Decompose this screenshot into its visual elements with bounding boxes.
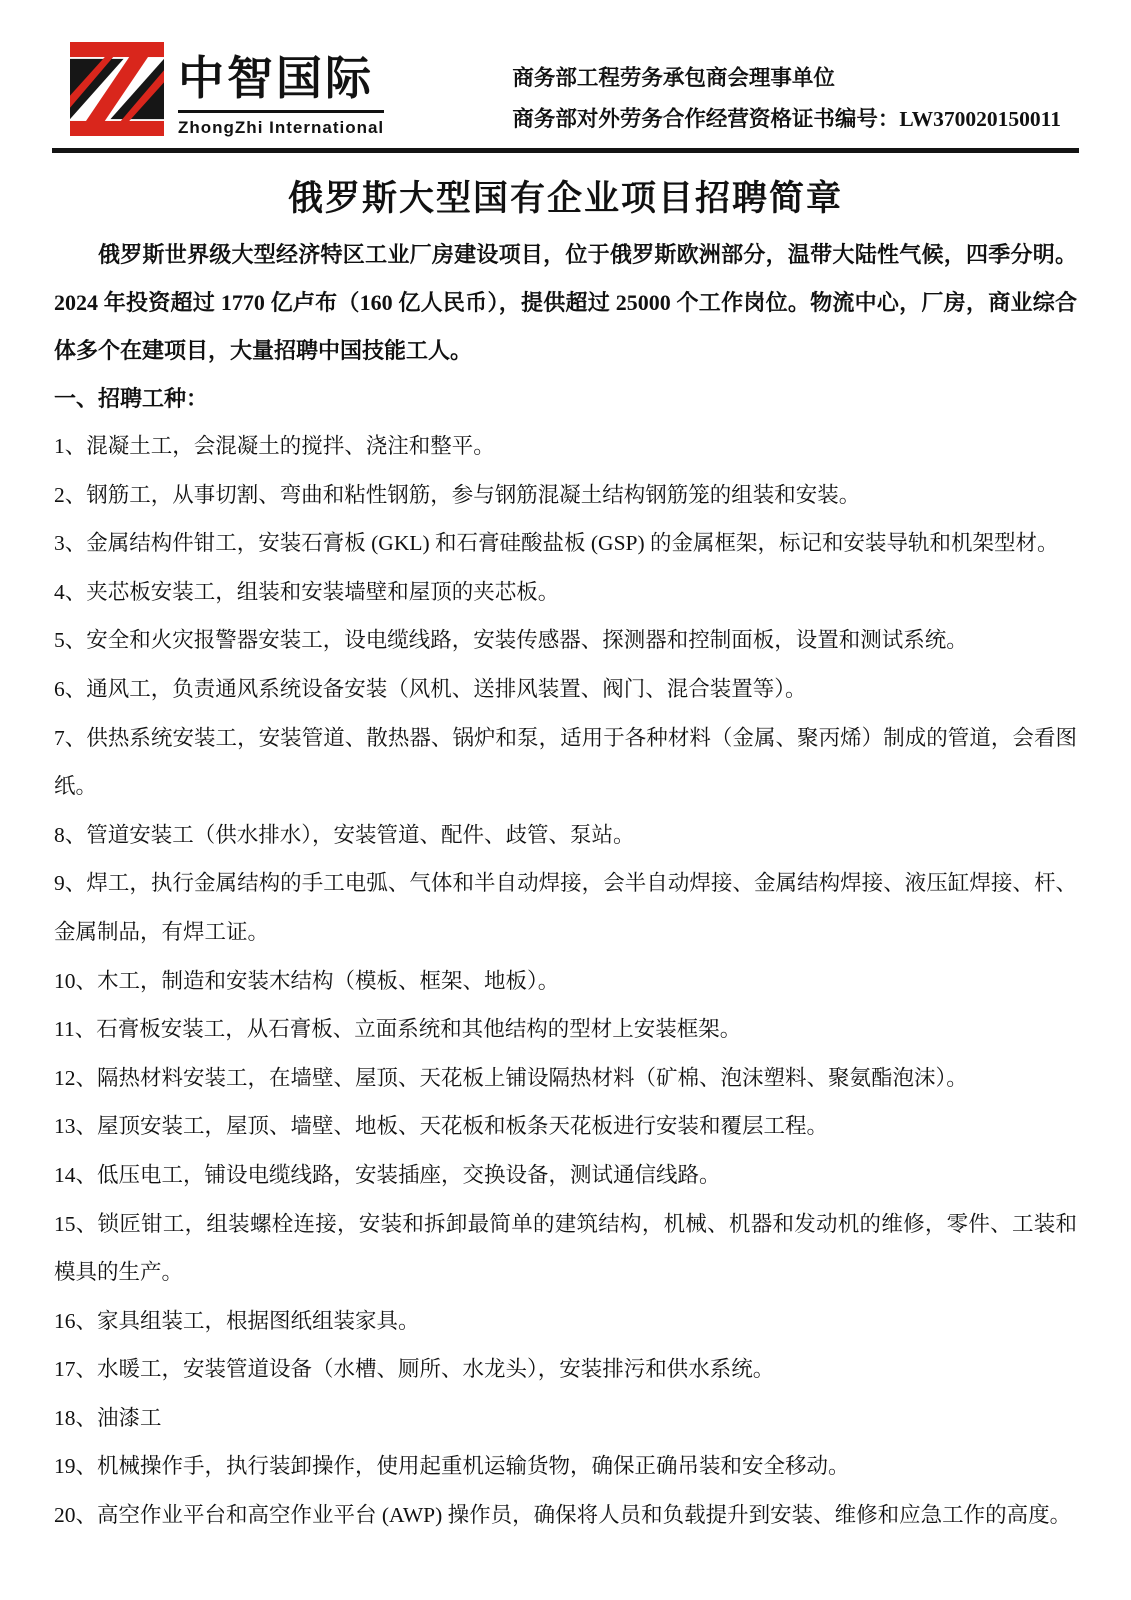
company-logo (70, 42, 384, 138)
letterhead (52, 42, 1079, 140)
list-item: 20、高空作业平台和高空作业平台 (AWP) 操作员，确保将人员和负载提升到安装、维修和应急工作的高度。 (54, 1503, 1072, 1528)
list-item: 2、钢筋工，从事切割、弯曲和粘性钢筋，参与钢筋混凝土结构钢筋笼的组装和安装。 (54, 482, 861, 507)
credential-lines (512, 42, 1061, 140)
list-item: 16、家具组装工，根据图纸组装家具。 (54, 1308, 420, 1333)
list-item: 3、金属结构件钳工，安装石膏板 (GKL) 和石膏硅酸盐板 (GSP) 的金属框架，标记和安装导轨和机架型材。 (54, 531, 1059, 556)
section-heading: 一、招聘工种： (54, 386, 209, 411)
list-item: 14、低压电工，铺设电缆线路，安装插座，交换设备，测试通信线路。 (54, 1162, 721, 1187)
list-item: 17、水暖工，安装管道设备（水槽、厕所、水龙头），安装排污和供水系统。 (54, 1357, 775, 1382)
header-divider (52, 148, 1079, 153)
logo-text (178, 42, 384, 138)
list-item: 15、锁匠钳工，组装螺栓连接，安装和拆卸最简单的建筑结构，机械、机器和发动机的维修，零件、工装和模具的生产。 (54, 1211, 1077, 1285)
list-item: 9、焊工，执行金属结构的手工电弧、气体和半自动焊接，会半自动焊接、金属结构焊接、液压缸焊接、杆、金属制品，有焊工证。 (54, 871, 1077, 944)
zhongzhi-z-logo-icon (70, 42, 164, 136)
document-body (52, 177, 1079, 1540)
list-item: 11、石膏板安装工，从石膏板、立面系统和其他结构的型材上安装框架。 (54, 1017, 742, 1042)
list-item: 10、木工，制造和安装木结构（模板、框架、地板）。 (54, 968, 560, 993)
credential-line-2: 商务部对外劳务合作经营资格证书编号：LW370020150011 (512, 107, 1061, 131)
list-item: 6、通风工，负责通风系统设备安装（风机、送排风装置、阀门、混合装置等）。 (54, 676, 807, 701)
list-item: 8、管道安装工（供水排水），安装管道、配件、歧管、泵站。 (54, 822, 635, 847)
list-item: 13、屋顶安装工，屋顶、墙壁、地板、天花板和板条天花板进行安装和覆层工程。 (54, 1114, 829, 1139)
list-item: 19、机械操作手，执行装卸操作，使用起重机运输货物，确保正确吊装和安全移动。 (54, 1454, 850, 1479)
job-list (54, 422, 1077, 1540)
list-item: 1、混凝土工，会混凝土的搅拌、浇注和整平。 (54, 434, 495, 458)
list-item: 12、隔热材料安装工，在墙壁、屋顶、天花板上铺设隔热材料（矿棉、泡沫塑料、聚氨酯泡沫）。 (54, 1065, 968, 1090)
logo-name-en: ZhongZhi International (178, 118, 385, 137)
logo-name-cn: 中智国际 (178, 52, 384, 113)
list-item: 5、安全和火灾报警器安装工，设电缆线路，安装传感器、探测器和控制面板，设置和测试系统。 (54, 628, 968, 653)
page-title: 俄罗斯大型国有企业项目招聘简章 (287, 179, 843, 218)
list-item: 7、供热系统安装工，安装管道、散热器、锅炉和泵，适用于各种材料（金属、聚丙烯）制成的管道，会看图纸。 (54, 725, 1077, 799)
list-item: 4、夹芯板安装工，组装和安装墙壁和屋顶的夹芯板。 (54, 579, 560, 604)
list-item: 18、油漆工 (54, 1405, 162, 1430)
intro-paragraph: 俄罗斯世界级大型经济特区工业厂房建设项目，位于俄罗斯欧洲部分，温带大陆性气候，四季分明。2024 年投资超过 1770 亿卢布（160 亿人民币），提供超过 25000 个工作岗位。物流中心，厂房，商业综合体多个在建项目，大量招聘中国技能工人。 (54, 242, 1077, 363)
credential-line-1: 商务部工程劳务承包商会理事单位 (512, 66, 835, 90)
